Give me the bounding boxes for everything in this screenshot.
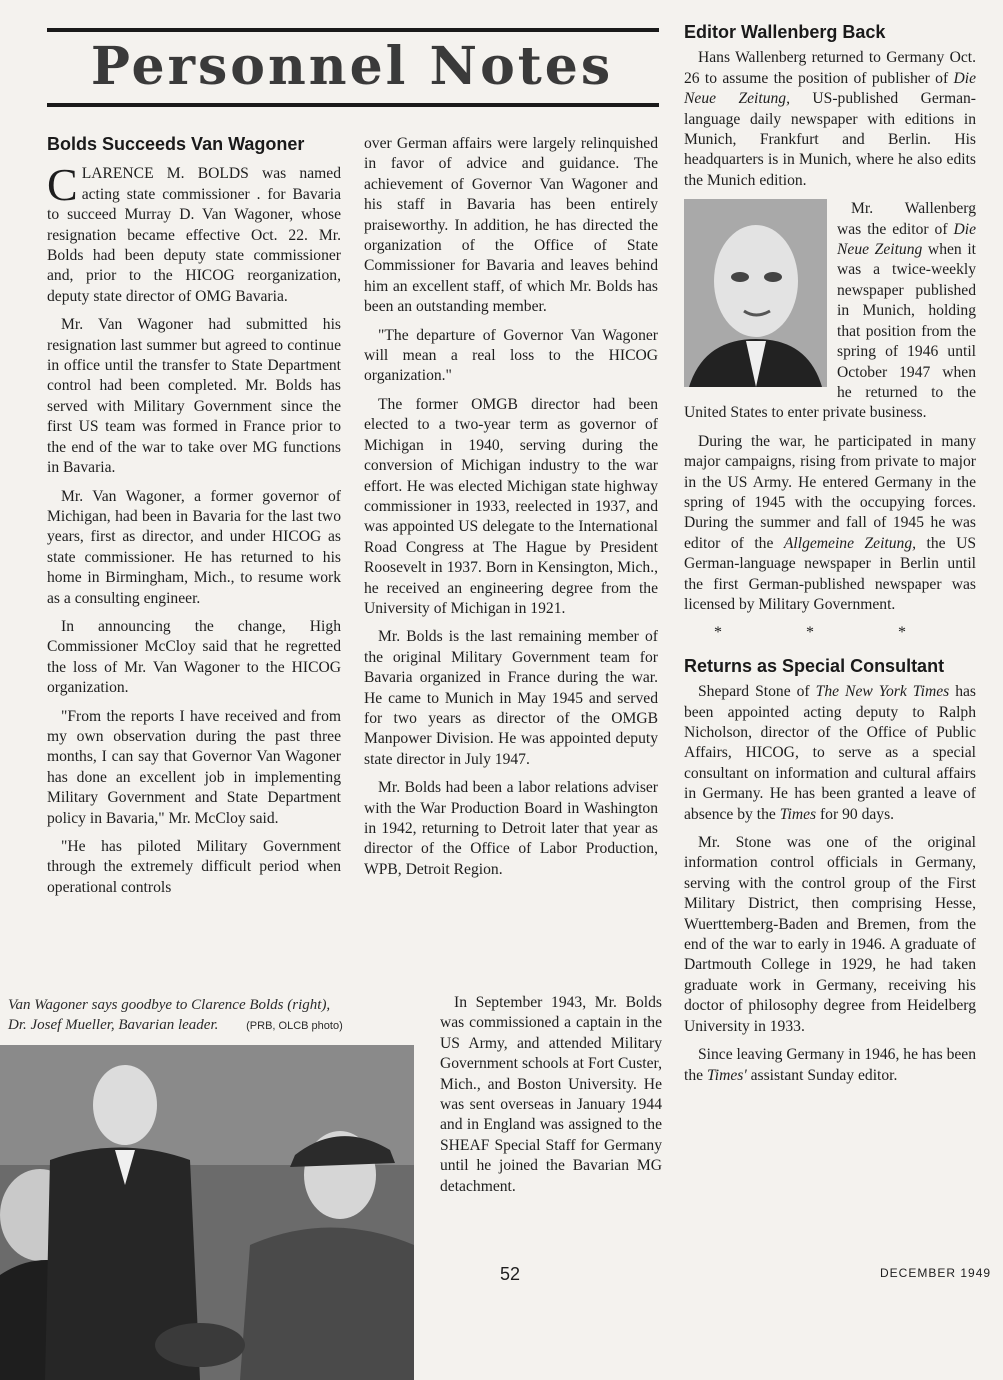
drop-cap: C bbox=[47, 159, 78, 211]
wallenberg-paragraph-2: Mr. Wallenberg was the editor of Die Neue Zeitung when it was a twice-weekly newspaper published in Munich, holding that position from the spring of 1946 until October 1947 when he returned to the United States to enter private business. bbox=[684, 200, 976, 422]
stone-paragraph-2: Mr. Stone was one of the original information control officials in Germany, serving with the control group of the First Military District, then comprising Hesse, Wuerttemberg-Baden and Bremen, from the end of the war to early in 1946. A graduate of Dartmouth College in 1929, he had taken graduate work in Germany, receiving his doctor of philosophy degree from Heidelberg University in 1933. bbox=[684, 834, 976, 1035]
bolds-col2-paragraph-6: In September 1943, Mr. Bolds was commissioned a captain in the US Army, and attended Military Government schools at Fort Custer, Mich., and Boston University. He was sent overseas in January 1944 and in England was assigned to the SHEAF Special Staff for Germany until he joined the Bavarian MG detachment. bbox=[440, 994, 662, 1195]
stone-paragraph-3: Since leaving Germany in 1946, he has been the Times' assistant Sunday editor. bbox=[684, 1046, 977, 1084]
bolds-paragraph-2: Mr. Van Wagoner had submitted his resignation last summer but agreed to continue in office until the transfer to State Department control had been completed. Mr. Bolds has served with Military Government since the first US team was formed in France prior to the end of the war to take over MG functions in Bavaria. bbox=[47, 316, 341, 477]
bolds-lead-paragraph bbox=[47, 159, 341, 307]
photo-caption bbox=[0, 995, 420, 1036]
wallenberg-portrait bbox=[684, 199, 827, 387]
stone-times-2: Times' bbox=[706, 1066, 747, 1084]
masthead-top-rule bbox=[47, 28, 659, 32]
bolds-column-2 bbox=[364, 134, 658, 888]
newspaper-title-2: Die Neue Zeitung bbox=[837, 220, 976, 259]
stone-times: Times bbox=[779, 805, 817, 823]
section-separator: * * * bbox=[714, 624, 946, 642]
masthead-bottom-rule bbox=[47, 103, 659, 107]
bolds-paragraph-3: Mr. Van Wagoner, a former governor of Michigan, had been in Bavaria for the last two years, first as director, and under HICOG as state commissioner. He has returned to his home in Birmingham, Mich., to resume work as a consulting engineer. bbox=[47, 487, 341, 607]
bolds-col2-paragraph-2: "The departure of Governor Van Wagoner will mean a real loss to the HICOG organization." bbox=[364, 326, 658, 385]
caption-line-1: Van Wagoner says goodbye to Clarence Bolds (right), bbox=[8, 997, 331, 1013]
bolds-col2-paragraph-1: over German affairs were largely relinquished in favor of advice and guidance. The achievement of Governor Van Wagoner and his staff in Bavaria has been entirely praiseworthy. In addition, he has directed the organization of the Office of State Commissioner for Bavaria and leaves behind him an excellent staff, of which Mr. Bolds has been an outstanding member. bbox=[364, 135, 658, 316]
wallenberg-headline: Editor Wallenberg Back bbox=[684, 22, 886, 42]
bolds-column-1 bbox=[47, 134, 341, 906]
bolds-paragraph-5: "From the reports I have received and from my own observation during the past three months, I can say that Governor Van Wagoner has done an excellent job in implementing Military Government and State Department policy in Bavaria," Mr. McCloy said. bbox=[47, 707, 341, 827]
stone-paragraph-1: Shepard Stone of The New York Times has been appointed acting deputy to Ralph Nicholson, director of the Office of Public Affairs, HICOG, to serve as a special consultant on information and cultural affairs in Germany. He has been granted a leave of absence by the Times for 90 days. bbox=[684, 683, 976, 823]
bolds-paragraph-6: "He has piloted Military Government through the extremely difficult period when operational controls bbox=[47, 838, 341, 896]
masthead-title: Personnel Notes bbox=[90, 36, 614, 97]
lead-name: LARENCE M. BOLDS bbox=[81, 165, 249, 183]
photo-credit: (PRB, OLCB photo) bbox=[246, 1020, 343, 1032]
caption-line-2: Dr. Josef Mueller, Bavarian leader. bbox=[8, 1017, 219, 1033]
newspaper-title-3: Allgemeine Zeitung, bbox=[783, 534, 917, 552]
bolds-col2-paragraph-4: Mr. Bolds is the last remaining member of the original Military Government team for Bavaria organized in France during the war. He came to Munich in May 1945 and served for two years as director of the OMGB Manpower Division. He was appointed deputy state director in July 1947. bbox=[364, 628, 658, 768]
wallenberg-paragraph-1: Hans Wallenberg returned to Germany Oct. 26 to assume the position of publisher of Die Neue Zeitung, US-published German-language daily newspaper with editions in Munich, Frankfurt and Berlin. His headquarters is in Munich, where he also edits the Munich edition. bbox=[684, 49, 976, 189]
group-photo bbox=[0, 1045, 414, 1380]
right-column bbox=[684, 22, 976, 1094]
bolds-column-2-end bbox=[440, 993, 662, 1205]
bolds-paragraph-4: In announcing the change, High Commissioner McCloy said that he regretted the loss of Mr. Van Wagoner to the HICOG organization. bbox=[47, 617, 341, 697]
stone-headline: Returns as Special Consultant bbox=[684, 655, 945, 676]
page-number: 52 bbox=[500, 1264, 521, 1284]
lead-text: was named acting state commissioner . for Bavaria to succeed Murray D. Van Wagoner, whose resignation became effective Oct. 22. Mr. Bolds had been deputy state commissioner and, prior to the HICOG reorganization, deputy state director of OMG Bavaria. bbox=[47, 165, 341, 305]
wallenberg-paragraph-3: During the war, he participated in many major campaigns, rising from private to major in the US Army. He entered Germany in the spring of 1945 with the occupying forces. During the summer and fall of 1945 he was editor of the Allgemeine Zeitung, the US German-language newspaper in Berlin until the first German-published newspaper was licensed by Military Government. bbox=[684, 432, 977, 613]
newspaper-title: Die Neue Zeitung, bbox=[684, 69, 976, 108]
bolds-col2-paragraph-3: The former OMGB director had been elected to a two-year term as governor of Michigan in 1940, serving during the conversion of Michigan industry to the war effort. He was elected Michigan state highway commissioner in 1933, reelected in 1937, and was appointed US delegate to the International Road Congress at The Hague by President Roosevelt in 1937. Born in Kensington, Mich., he received an engineering degree from the University of Michigan in 1921. bbox=[364, 395, 658, 617]
stone-paper-title: The New York Times bbox=[815, 683, 950, 701]
issue-date: DECEMBER 1949 bbox=[880, 1266, 992, 1280]
bolds-headline: Bolds Succeeds Van Wagoner bbox=[47, 134, 305, 154]
bolds-col2-paragraph-5: Mr. Bolds had been a labor relations adviser with the War Production Board in Washington in 1942, returning to Detroit later that year as director of the Office of Labor Production, WPB, Detroit Region. bbox=[364, 779, 658, 878]
